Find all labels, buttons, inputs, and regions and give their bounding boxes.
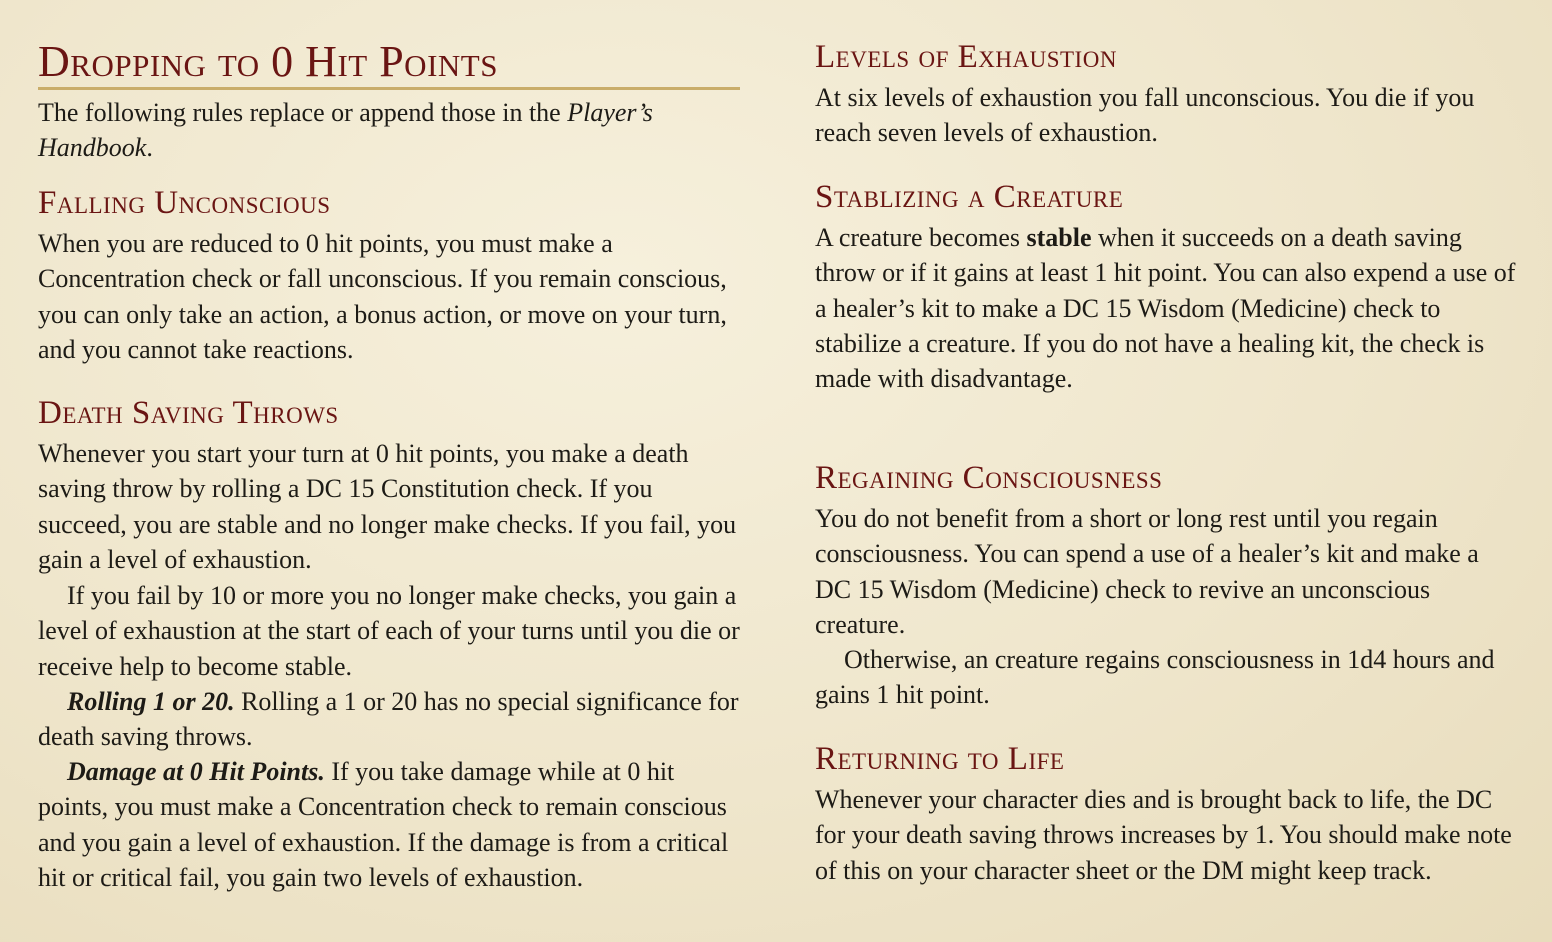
stable-keyword: stable xyxy=(1026,223,1092,252)
intro-end: . xyxy=(146,133,153,163)
stabilizing-text-b: when it succeeds on a death saving throw or if it gains at least 1 hit point. You can also expend a use of a healer’s kit to make a DC 15 Wisdom (Medicine) check to stabilize a creature. If you do not have a healing kit, the check is made with disadvantage. xyxy=(815,223,1516,394)
returning-to-life-text: Whenever your character dies and is brought back to life, the DC for your death saving throws increases by 1. You should make note of this on your character sheet or the DM might keep track. xyxy=(815,785,1512,885)
intro-paragraph xyxy=(38,95,740,166)
falling-unconscious-text: When you are reduced to 0 hit points, you must make a Concentration check or fall unconscious. If you remain conscious, you can only take an action, a bonus action, or move on your turn, and you cannot take reactions. xyxy=(38,229,727,364)
damage-at-0-hp-paragraph xyxy=(38,754,740,895)
title-divider xyxy=(38,87,740,90)
heading-levels-of-exhaustion: Levels of Exhaustion xyxy=(815,39,1117,75)
death-saves-paragraph-2: If you fail by 10 or more you no longer make checks, you gain a level of exhaustion at the start of each of your turns until you die or receive help to become stable. xyxy=(38,581,740,681)
rolling-1-or-20-label: Rolling 1 or 20. xyxy=(67,687,235,716)
regaining-paragraph-1: You do not benefit from a short or long rest until you regain consciousness. You can spend a use of a healer’s kit and make a DC 15 Wisdom (Medicine) check to revive an unconscious creature. xyxy=(815,504,1479,639)
heading-death-saving-throws: Death Saving Throws xyxy=(38,395,339,431)
intro-text: The following rules replace or append those in the xyxy=(38,98,568,127)
damage-at-0-hp-label: Damage at 0 Hit Points. xyxy=(67,757,325,786)
heading-regaining-consciousness: Regaining Consciousness xyxy=(815,460,1163,496)
damage-at-0-hp-text: If you take damage while at 0 hit points, you must make a Concentration check to remain conscious and you gain a level of exhaustion. If the damage is from a critical hit or critical fail, you gain two levels of exhaustion. xyxy=(38,757,729,892)
heading-falling-unconscious: Falling Unconscious xyxy=(38,185,331,221)
stabilizing-text-a: A creature becomes xyxy=(815,223,1027,252)
regaining-paragraph-2: Otherwise, an creature regains consciousness in 1d4 hours and gains 1 hit point. xyxy=(815,645,1495,710)
heading-stabilizing-a-creature: Stablizing a Creature xyxy=(815,179,1124,215)
intro-book-title: Player’s Handbook xyxy=(38,98,653,163)
heading-returning-to-life: Returning to Life xyxy=(815,741,1065,777)
death-saves-paragraph-1: Whenever you start your turn at 0 hit points, you make a death saving throw by rolling a DC 15 Constitution check. If you succeed, you are stable and no longer make checks. If you fail, you gain a level of exhaustion. xyxy=(38,439,737,574)
stabilizing-paragraph xyxy=(815,220,1520,396)
rolling-1-or-20-paragraph xyxy=(38,684,740,755)
rolling-1-or-20-text: Rolling a 1 or 20 has no special significance for death saving throws. xyxy=(38,687,739,752)
levels-of-exhaustion-text: At six levels of exhaustion you fall unconscious. You die if you reach seven levels of exhaustion. xyxy=(815,83,1475,148)
page-title: Dropping to 0 Hit Points xyxy=(38,37,498,86)
